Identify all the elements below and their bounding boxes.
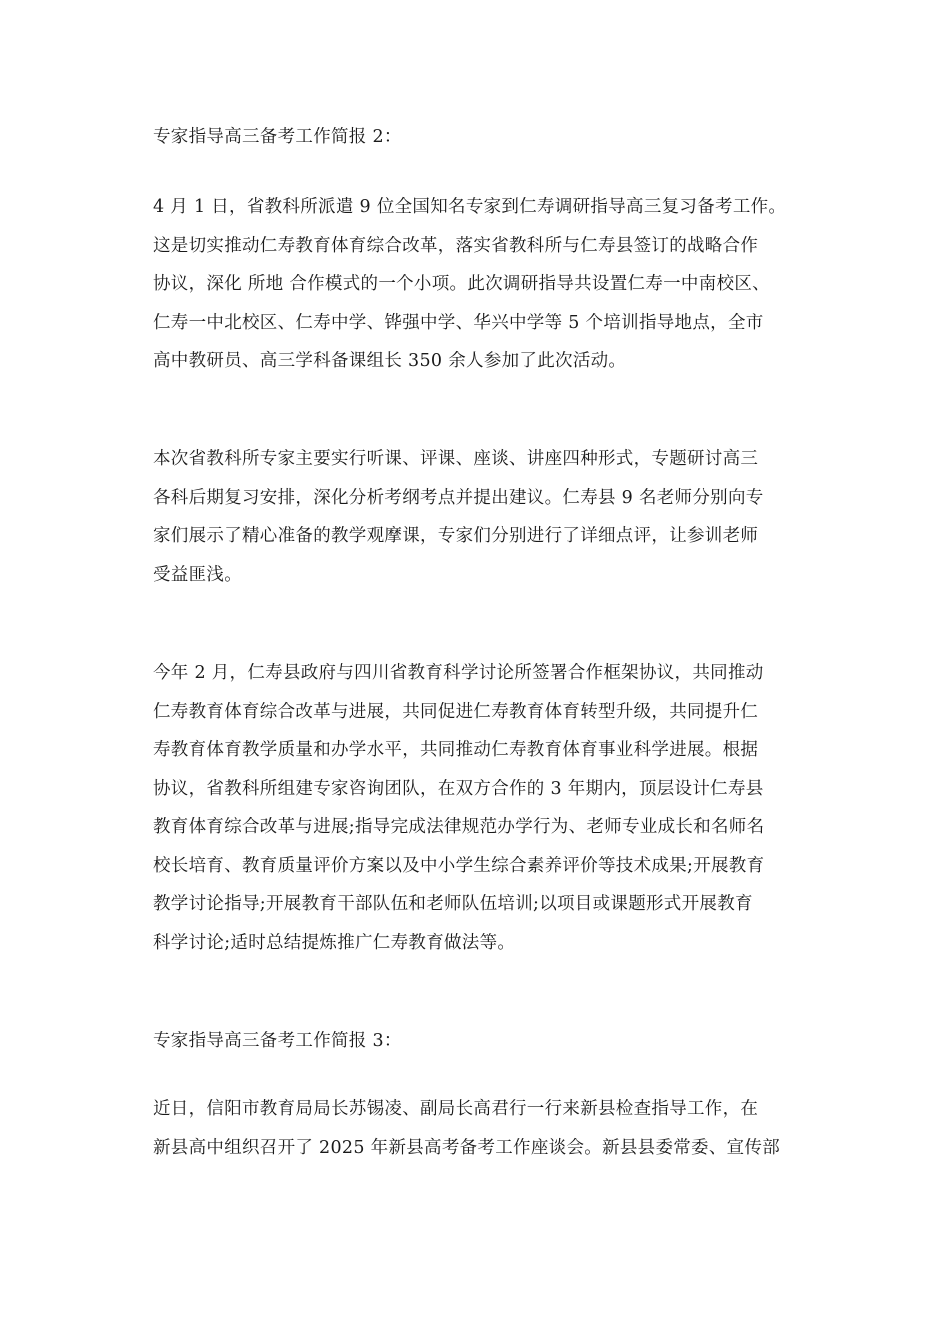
paragraph-line: 科学讨论;适时总结提炼推广仁寿教育做法等。	[153, 932, 516, 953]
heading-text: 专家指导高三备考工作简报 2：	[153, 127, 402, 147]
paragraph-line: 寿教育体育教学质量和办学水平，共同推动仁寿教育体育事业科学进展。根据	[153, 740, 759, 760]
paragraph-line: 家们展示了精心准备的教学观摩课，专家们分别进行了详细点评，让参训老师	[153, 526, 759, 546]
paragraph-line: 仁寿一中北校区、仁寿中学、铧强中学、华兴中学等 5 个培训指导地点，全市	[153, 312, 764, 333]
paragraph-line: 新县高中组织召开了 2025 年新县高考备考工作座谈会。新县县委常委、宣传部	[153, 1137, 781, 1158]
paragraph-line: 教学讨论指导;开展教育干部队伍和老师队伍培训;以项目或课题形式开展教育	[153, 894, 753, 914]
paragraph-line: 高中教研员、高三学科备课组长 350 余人参加了此次活动。	[153, 351, 627, 371]
paragraph-line: 4 月 1 日，省教科所派遣 9 位全国知名专家到仁寿调研指导高三复习备考工作。	[153, 197, 787, 217]
paragraph-line: 协议，深化 所地 合作模式的一个小项。此次调研指导共设置仁寿一中南校区、	[153, 274, 770, 294]
section-heading-2	[145, 118, 825, 157]
paragraph-line: 各科后期复习安排，深化分析考纲考点并提出建议。仁寿县 9 名老师分别向专	[153, 487, 764, 508]
paragraph-line: 协议，省教科所组建专家咨询团队，在双方合作的 3 年期内，顶层设计仁寿县	[153, 778, 764, 799]
paragraph-line: 这是切实推动仁寿教育体育综合改革，落实省教科所与仁寿县签订的战略合作	[153, 235, 759, 256]
paragraph-line: 近日，信阳市教育局局长苏锡凌、副局长高君行一行来新县检查指导工作，在	[153, 1099, 759, 1119]
paragraph-line: 本次省教科所专家主要实行听课、评课、座谈、讲座四种形式，专题研讨高三	[153, 449, 759, 469]
paragraph-line: 校长培育、教育质量评价方案以及中小学生综合素养评价等技术成果;开展教育	[153, 855, 765, 876]
paragraph-line: 今年 2 月，仁寿县政府与四川省教育科学讨论所签署合作框架协议，共同推动	[153, 663, 764, 683]
paragraph-1	[145, 188, 817, 381]
paragraph-line: 教育体育综合改革与进展;指导完成法律规范办学行为、老师专业成长和名师名	[153, 817, 765, 837]
paragraph-line: 仁寿教育体育综合改革与进展，共同促进仁寿教育体育转型升级，共同提升仁	[153, 701, 759, 722]
paragraph-line: 受益匪浅。	[153, 564, 242, 585]
paragraph-3	[145, 654, 817, 962]
heading-text: 专家指导高三备考工作简报 3：	[153, 1031, 402, 1051]
paragraph-2	[145, 440, 817, 594]
section-heading-3	[145, 1022, 825, 1061]
paragraph-4	[145, 1090, 817, 1167]
